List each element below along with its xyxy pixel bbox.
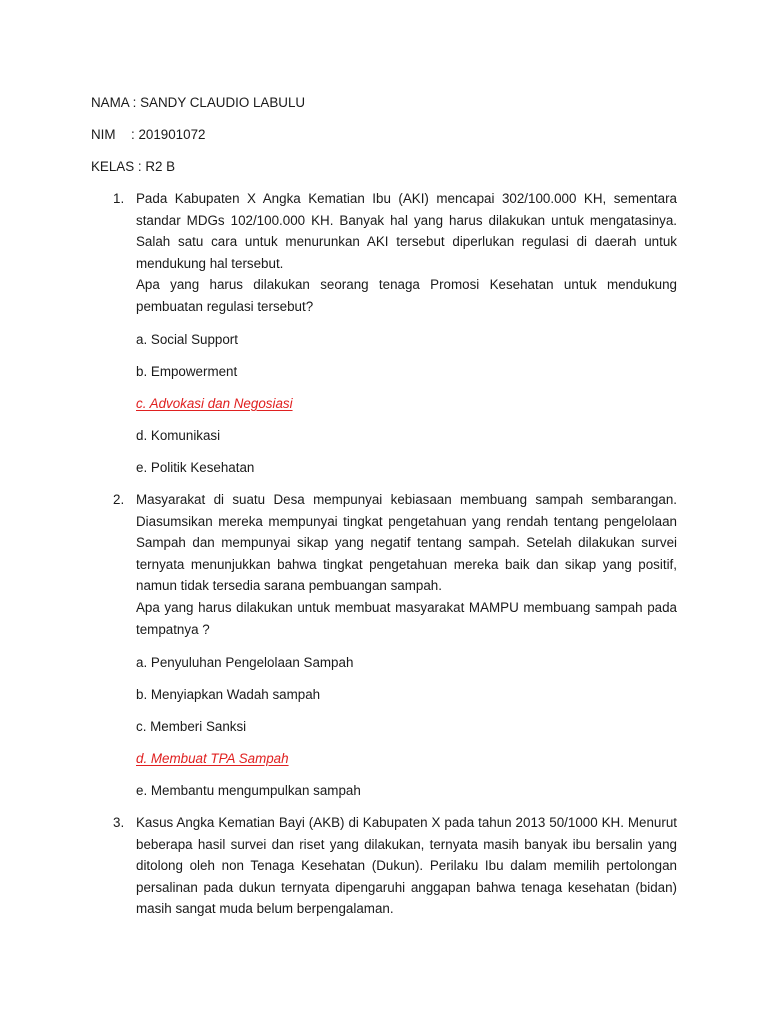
question-paragraph: Masyarakat di suatu Desa mempunyai kebiasaan membuang sampah sembarangan. Diasumsikan mereka mempunyai tingkat pengetahuan yang rendah tentang pengelolaan Sampah dan mempunyai sikap yang negatif tentang sampah. Setelah dilakukan survei ternyata menunjukkan bahwa tingkat pengetahuan mereka baik dan sikap yang positif, namun tidak tersedia sarana pembuangan sampah. [136, 492, 677, 594]
option-c: c. Memberi Sanksi [136, 719, 247, 734]
option-c-answer: c. Advokasi dan Negosiasi [136, 396, 293, 411]
student-name-line: NAMA : SANDY CLAUDIO LABULU [91, 95, 306, 110]
question-prompt: Apa yang harus dilakukan seorang tenaga Promosi Kesehatan untuk mendukung pembuatan regulasi tersebut? [136, 277, 677, 314]
option-d: d. Komunikasi [136, 428, 221, 443]
nim-value: : 201901072 [131, 127, 206, 142]
student-nim-line [91, 127, 205, 143]
option-d-answer: d. Membuat TPA Sampah [136, 751, 289, 766]
question-number: 3. [113, 815, 125, 830]
option-b: b. Empowerment [136, 364, 238, 379]
option-e: e. Politik Kesehatan [136, 460, 255, 475]
question-text [136, 489, 677, 640]
option-b: b. Menyiapkan Wadah sampah [136, 687, 321, 702]
option-a: a. Penyuluhan Pengelolaan Sampah [136, 655, 354, 670]
question-text [136, 188, 677, 318]
student-class-line: KELAS : R2 B [91, 159, 176, 174]
nim-label: NIM [91, 127, 116, 142]
question-number: 1. [113, 191, 125, 206]
question-paragraph: Pada Kabupaten X Angka Kematian Ibu (AKI) mencapai 302/100.000 KH, sementara standar MDGs 102/100.000 KH. Banyak hal yang harus dilakukan untuk mengatasinya. Salah satu cara untuk menurunkan AKI tersebut diperlukan regulasi di daerah untuk mendukung hal tersebut. [136, 191, 677, 271]
question-text [136, 812, 677, 920]
question-number: 2. [113, 492, 125, 507]
option-a: a. Social Support [136, 332, 238, 347]
question-paragraph: Kasus Angka Kematian Bayi (AKB) di Kabupaten X pada tahun 2013 50/1000 KH. Menurut beberapa hasil survei dan riset yang dilakukan, ternyata masih banyak ibu bersalin yang ditolong oleh non Tenaga Kesehatan (Dukun). Perilaku Ibu dalam memilih pertolongan persalinan pada dukun ternyata dipengaruhi anggapan bahwa tenaga kesehatan (bidan) masih sangat muda belum berpengalaman. [136, 815, 677, 917]
question-prompt: Apa yang harus dilakukan untuk membuat masyarakat MAMPU membuang sampah pada tempatnya ? [136, 599, 677, 637]
option-e: e. Membantu mengumpulkan sampah [136, 783, 361, 798]
